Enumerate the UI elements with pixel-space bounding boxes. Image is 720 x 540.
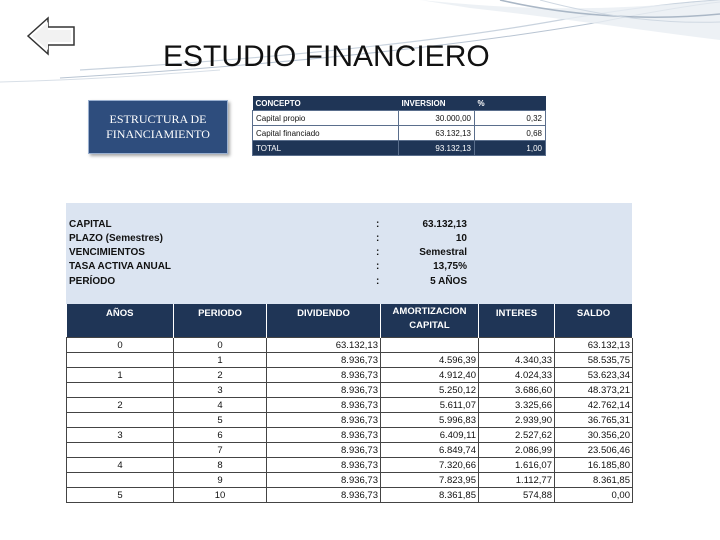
structure-label-line2: FINANCIAMIENTO bbox=[106, 127, 210, 141]
cell-saldo: 53.623,34 bbox=[555, 368, 633, 383]
cell-interes: 3.686,60 bbox=[479, 383, 555, 398]
header-periodo: PERIODO bbox=[174, 304, 267, 338]
header-percent: % bbox=[475, 96, 546, 111]
loan-info-colon: : bbox=[376, 276, 380, 287]
cell-periodo: 7 bbox=[174, 443, 267, 458]
table-row bbox=[67, 368, 633, 383]
cell-amortizacion: 5.611,07 bbox=[381, 398, 479, 413]
cell-ano bbox=[67, 413, 174, 428]
header-inversion: INVERSION bbox=[399, 96, 475, 111]
header-saldo: SALDO bbox=[555, 304, 633, 338]
cell-periodo: 6 bbox=[174, 428, 267, 443]
amortization-table bbox=[66, 304, 633, 503]
cell-saldo: 16.185,80 bbox=[555, 458, 633, 473]
cell-interes: 1.616,07 bbox=[479, 458, 555, 473]
cell-amortizacion: 4.912,40 bbox=[381, 368, 479, 383]
loan-info-colon: : bbox=[376, 261, 380, 272]
page-title: ESTUDIO FINANCIERO bbox=[163, 40, 490, 73]
table-row bbox=[67, 458, 633, 473]
cell-ano bbox=[67, 443, 174, 458]
header-anos: AÑOS bbox=[67, 304, 174, 338]
cell-ano: 4 bbox=[67, 458, 174, 473]
cell-interes: 2.086,99 bbox=[479, 443, 555, 458]
loan-info-value: 13,75% bbox=[433, 261, 467, 272]
cell-dividendo: 8.936,73 bbox=[267, 473, 381, 488]
cell-ano: 0 bbox=[67, 338, 174, 353]
cell-saldo: 0,00 bbox=[555, 488, 633, 503]
cell-interes: 3.325,66 bbox=[479, 398, 555, 413]
cell-periodo: 9 bbox=[174, 473, 267, 488]
cell-saldo: 58.535,75 bbox=[555, 353, 633, 368]
cell-amortizacion: 7.823,95 bbox=[381, 473, 479, 488]
table-row bbox=[67, 428, 633, 443]
table-row bbox=[67, 488, 633, 503]
cell-dividendo: 8.936,73 bbox=[267, 398, 381, 413]
cell-dividendo: 8.936,73 bbox=[267, 488, 381, 503]
cell-amortizacion: 8.361,85 bbox=[381, 488, 479, 503]
loan-info-colon: : bbox=[376, 233, 380, 244]
cell-ano bbox=[67, 353, 174, 368]
cell-ano bbox=[67, 473, 174, 488]
loan-info-row bbox=[69, 276, 469, 290]
cell-saldo: 8.361,85 bbox=[555, 473, 633, 488]
header-amortizacion-line2: CAPITAL bbox=[409, 320, 450, 331]
table-row bbox=[67, 383, 633, 398]
cell-saldo: 30.356,20 bbox=[555, 428, 633, 443]
loan-info-label: CAPITAL bbox=[69, 219, 112, 230]
cell-saldo: 63.132,13 bbox=[555, 338, 633, 353]
cell-ano: 2 bbox=[67, 398, 174, 413]
cell-interes: 1.112,77 bbox=[479, 473, 555, 488]
loan-info-panel bbox=[66, 203, 632, 304]
cell-dividendo: 8.936,73 bbox=[267, 368, 381, 383]
loan-info-colon: : bbox=[376, 247, 380, 258]
structure-label-box bbox=[88, 100, 228, 154]
cell-ano bbox=[67, 383, 174, 398]
cell-percent: 0,68 bbox=[475, 126, 546, 141]
header-interes: INTERES bbox=[479, 304, 555, 338]
cell-interes bbox=[479, 338, 555, 353]
cell-periodo: 10 bbox=[174, 488, 267, 503]
loan-info-row bbox=[69, 247, 469, 261]
cell-periodo: 5 bbox=[174, 413, 267, 428]
table-row bbox=[67, 398, 633, 413]
cell-amortizacion bbox=[381, 338, 479, 353]
table-row bbox=[67, 353, 633, 368]
cell-saldo: 36.765,31 bbox=[555, 413, 633, 428]
table-header-row bbox=[67, 304, 633, 338]
cell-interes: 2.939,90 bbox=[479, 413, 555, 428]
cell-saldo: 48.373,21 bbox=[555, 383, 633, 398]
header-amortizacion-line1: AMORTIZACION bbox=[392, 306, 467, 317]
loan-info-row bbox=[69, 219, 469, 233]
header-amortizacion bbox=[381, 304, 479, 338]
table-row bbox=[253, 111, 546, 126]
back-arrow-icon[interactable] bbox=[26, 16, 76, 56]
table-row bbox=[67, 473, 633, 488]
table-row bbox=[67, 338, 633, 353]
cell-interes: 2.527,62 bbox=[479, 428, 555, 443]
cell-percent: 0,32 bbox=[475, 111, 546, 126]
cell-interes: 574,88 bbox=[479, 488, 555, 503]
cell-inversion: 30.000,00 bbox=[399, 111, 475, 126]
cell-concepto: Capital propio bbox=[253, 111, 399, 126]
loan-info-label: PERÍODO bbox=[69, 276, 116, 287]
table-row bbox=[67, 443, 633, 458]
table-total-row bbox=[253, 141, 546, 156]
loan-info-value: 63.132,13 bbox=[422, 219, 467, 230]
cell-amortizacion: 4.596,39 bbox=[381, 353, 479, 368]
cell-dividendo: 63.132,13 bbox=[267, 338, 381, 353]
cell-periodo: 8 bbox=[174, 458, 267, 473]
loan-info-colon: : bbox=[376, 219, 380, 230]
cell-dividendo: 8.936,73 bbox=[267, 428, 381, 443]
cell-inversion: 63.132,13 bbox=[399, 126, 475, 141]
loan-info-value: 5 AÑOS bbox=[430, 276, 467, 287]
cell-ano: 5 bbox=[67, 488, 174, 503]
cell-periodo: 3 bbox=[174, 383, 267, 398]
cell-saldo: 42.762,14 bbox=[555, 398, 633, 413]
cell-total-inversion: 93.132,13 bbox=[399, 141, 475, 156]
cell-total-percent: 1,00 bbox=[475, 141, 546, 156]
cell-ano: 3 bbox=[67, 428, 174, 443]
loan-info-row bbox=[69, 233, 469, 247]
table-row bbox=[253, 126, 546, 141]
cell-ano: 1 bbox=[67, 368, 174, 383]
structure-label-line1: ESTRUCTURA DE bbox=[109, 112, 207, 126]
financing-structure-table bbox=[252, 96, 546, 156]
cell-periodo: 0 bbox=[174, 338, 267, 353]
loan-info-row bbox=[69, 261, 469, 275]
cell-periodo: 4 bbox=[174, 398, 267, 413]
cell-interes: 4.024,33 bbox=[479, 368, 555, 383]
cell-periodo: 2 bbox=[174, 368, 267, 383]
cell-amortizacion: 7.320,66 bbox=[381, 458, 479, 473]
loan-info-value: Semestral bbox=[419, 247, 467, 258]
cell-dividendo: 8.936,73 bbox=[267, 383, 381, 398]
loan-info-label: VENCIMIENTOS bbox=[69, 247, 145, 258]
loan-info-label: PLAZO (Semestres) bbox=[69, 233, 163, 244]
header-dividendo: DIVIDENDO bbox=[267, 304, 381, 338]
cell-dividendo: 8.936,73 bbox=[267, 353, 381, 368]
table-row bbox=[67, 413, 633, 428]
cell-amortizacion: 6.849,74 bbox=[381, 443, 479, 458]
cell-concepto: Capital financiado bbox=[253, 126, 399, 141]
cell-amortizacion: 6.409,11 bbox=[381, 428, 479, 443]
cell-total-label: TOTAL bbox=[253, 141, 399, 156]
cell-periodo: 1 bbox=[174, 353, 267, 368]
loan-info-value: 10 bbox=[455, 233, 467, 244]
cell-interes: 4.340,33 bbox=[479, 353, 555, 368]
header-concepto: CONCEPTO bbox=[253, 96, 399, 111]
cell-dividendo: 8.936,73 bbox=[267, 443, 381, 458]
loan-info-label: TASA ACTIVA ANUAL bbox=[69, 261, 172, 272]
cell-dividendo: 8.936,73 bbox=[267, 458, 381, 473]
cell-amortizacion: 5.250,12 bbox=[381, 383, 479, 398]
cell-amortizacion: 5.996,83 bbox=[381, 413, 479, 428]
amortization-panel bbox=[66, 203, 632, 503]
cell-saldo: 23.506,46 bbox=[555, 443, 633, 458]
cell-dividendo: 8.936,73 bbox=[267, 413, 381, 428]
